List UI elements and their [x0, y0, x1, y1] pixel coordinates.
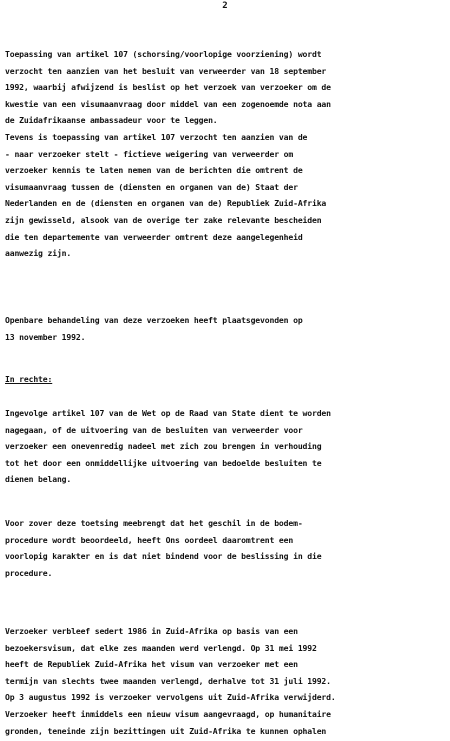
- text-line: verzoeker een onevenredig nadeel met zich zou brengen in verhouding: [5, 441, 322, 452]
- text-line: Verzoeker heeft inmiddels een nieuw visum aangevraagd, op humanitaire: [5, 708, 331, 719]
- text-line: verzocht ten aanzien van het besluit van verweerder van 18 september: [5, 65, 327, 76]
- heading-in-rechte: In rechte:: [5, 374, 53, 384]
- text-line: nagegaan, of de uitvoering van de besluiten van verweerder voor: [5, 424, 303, 435]
- text-line: - naar verzoeker stelt - fictieve weigering van verweerder om: [5, 148, 294, 159]
- text-line: Ingevolge artikel 107 van de Wet op de Raad van State dient te worden: [5, 408, 331, 418]
- text-line: de Zuidafrikaanse ambassadeur voor te leggen.: [5, 115, 218, 126]
- text-line: procedure.: [5, 567, 53, 578]
- section-heading: [5, 371, 447, 388]
- paragraph-hearing: [5, 312, 447, 345]
- text-line: voorlopig karakter en is dat niet bindend voor de beslissing in die: [5, 551, 322, 562]
- text-line: tot het door een onmiddellijke uitvoering van bedoelde besluiten te: [5, 457, 322, 468]
- text-line: Toepassing van artikel 107 (schorsing/voorlopige voorziening) wordt: [5, 49, 322, 59]
- text-line: visumaanvraag tussen de (diensten en organen van de) Staat der: [5, 181, 298, 192]
- text-line: procedure wordt beoordeeld, heeft Ons oordeel daaromtrent een: [5, 534, 294, 545]
- text-line: verzoeker kennis te laten nemen van de berichten die omtrent de: [5, 165, 303, 176]
- text-line: Tevens is toepassing van artikel 107 verzocht ten aanzien van de: [5, 131, 308, 142]
- text-line: kwestie van een visumaanvraag door middel van een zogenoemde nota aan: [5, 98, 331, 109]
- text-line: dienen belang.: [5, 474, 72, 485]
- text-line: Voor zover deze toetsing meebrengt dat het geschil in de bodem-: [5, 518, 303, 528]
- paragraph-facts: [5, 623, 447, 739]
- text-line: 1992, waarbij afwijzend is beslist op het verzoek van verzoeker om de: [5, 82, 331, 93]
- text-line: zijn gewisseld, alsook van de overige ter zake relevante bescheiden: [5, 214, 322, 225]
- text-line: termijn van slechts twee maanden verlengd, derhalve tot 31 juli 1992.: [5, 675, 331, 686]
- text-line: Openbare behandeling van deze verzoeken heeft plaatsgevonden op: [5, 315, 303, 325]
- paragraph-provisional-judgment: [5, 515, 447, 581]
- text-line: 13 november 1992.: [5, 331, 86, 342]
- text-line: Nederlanden en de (diensten en organen van de) Republiek Zuid-Afrika: [5, 198, 327, 209]
- paragraph-request: [5, 46, 447, 262]
- text-line: heeft de Republiek Zuid-Afrika het visum van verzoeker met een: [5, 659, 298, 670]
- text-line: gronden, teneinde zijn bezittingen uit Zuid-Afrika te kunnen ophalen: [5, 725, 327, 736]
- page-number: 2: [222, 1, 228, 11]
- text-line: Op 3 augustus 1992 is verzoeker vervolgens uit Zuid-Afrika verwijderd.: [5, 692, 336, 703]
- text-line: bezoekersvisum, dat elke zes maanden werd verlengd. Op 31 mei 1992: [5, 642, 317, 653]
- text-line: die ten departemente van verweerder omtrent deze aangelegenheid: [5, 231, 303, 242]
- text-line: aanwezig zijn.: [5, 248, 72, 259]
- paragraph-article-107: [5, 405, 447, 488]
- text-line: Verzoeker verbleef sedert 1986 in Zuid-Afrika op basis van een: [5, 626, 298, 636]
